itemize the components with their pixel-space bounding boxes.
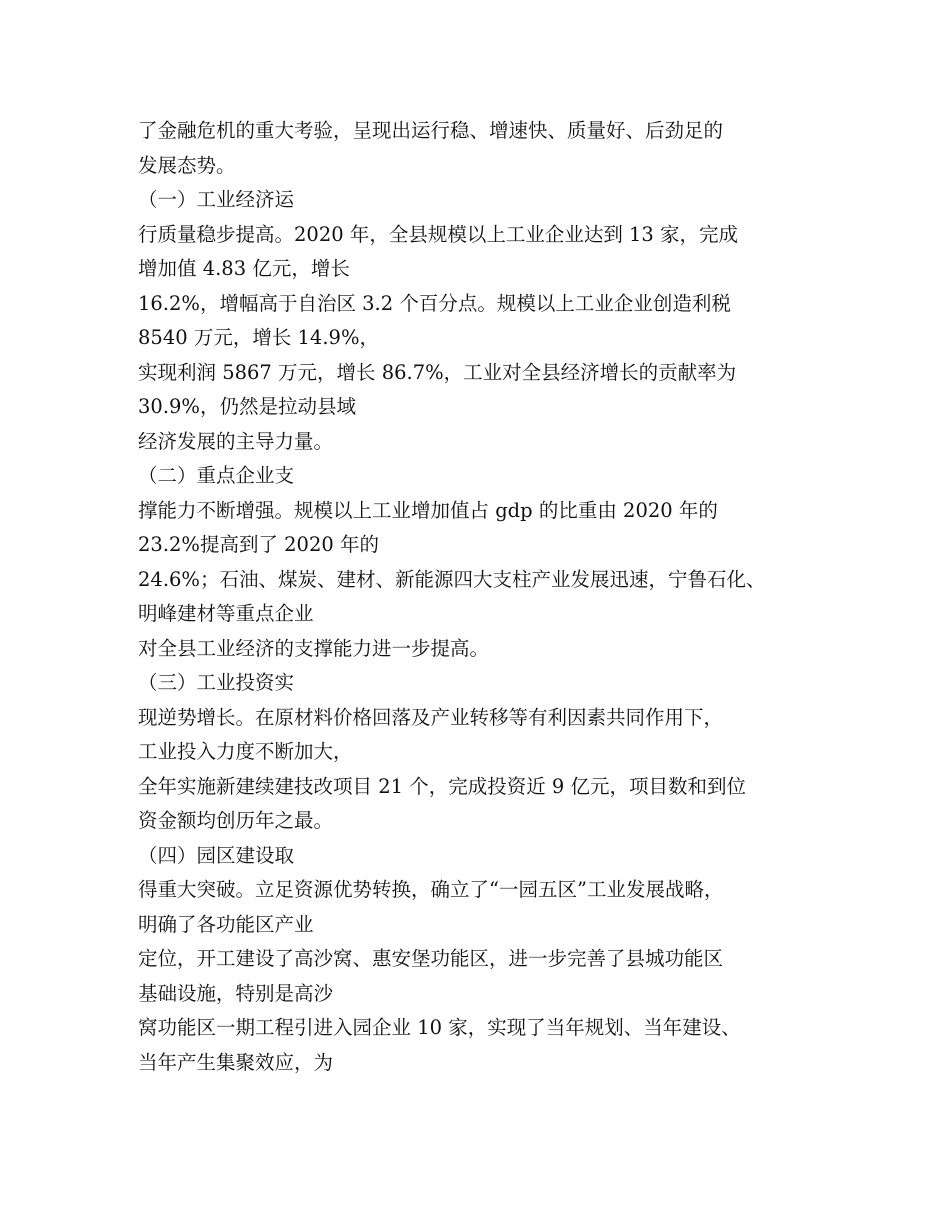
text-line: 23.2%提高到了 2020 年的 (138, 533, 379, 556)
text-line: 30.9%，仍然是拉动县域 (138, 395, 356, 418)
text-line: 24.6%；石油、煤炭、建材、新能源四大支柱产业发展迅速，宁鲁石化、 (138, 567, 766, 591)
section-heading-2: （二）重点企业支 (138, 464, 295, 487)
text-line: 撑能力不断增强。规模以上工业增加值占 gdp 的比重由 2020 年的 (138, 498, 718, 522)
text-line: 当年产生集聚效应，为 (138, 1050, 334, 1074)
text-line: 了金融危机的重大考验，呈现出运行稳、增速快、质量好、后劲足的 (138, 119, 724, 142)
section-heading-3: （三）工业投资实 (138, 671, 295, 694)
text-line: 增加值 4.83 亿元，增长 (138, 257, 350, 280)
body-text (138, 114, 838, 1080)
text-line: 发展态势。 (138, 153, 236, 177)
text-line: 得重大突破。立足资源优势转换，确立了“一园五区”工业发展战略， (138, 878, 724, 901)
text-line: 经济发展的主导力量。 (138, 429, 334, 453)
text-line: 基础设施，特别是高沙 (138, 981, 334, 1005)
text-line: 全年实施新建续建技改项目 21 个，完成投资近 9 亿元，项目数和到位 (138, 774, 747, 798)
text-line: 明峰建材等重点企业 (138, 602, 314, 625)
text-line: 实现利润 5867 万元，增长 86.7%，工业对全县经济增长的贡献率为 (138, 360, 737, 384)
section-heading-1: （一）工业经济运 (138, 188, 295, 211)
text-line: 明确了各功能区产业 (138, 912, 314, 936)
text-line: 资金额均创历年之最。 (138, 809, 334, 832)
text-line: 定位，开工建设了高沙窝、惠安堡功能区，进一步完善了县城功能区 (138, 947, 724, 970)
text-line: 现逆势增长。在原材料价格回落及产业转移等有利因素共同作用下， (138, 705, 724, 729)
text-line: 行质量稳步提高。2020 年，全县规模以上工业企业达到 13 家，完成 (138, 222, 739, 246)
text-line: 工业投入力度不断加大， (138, 740, 353, 763)
text-line: 对全县工业经济的支撑能力进一步提高。 (138, 636, 490, 660)
section-heading-4: （四）园区建设取 (138, 843, 295, 867)
text-line: 8540 万元，增长 14.9%， (138, 326, 379, 349)
text-line: 窝功能区一期工程引进入园企业 10 家，实现了当年规划、当年建设、 (138, 1016, 741, 1039)
text-line: 16.2%，增幅高于自治区 3.2 个百分点。规模以上工业企业创造利税 (138, 291, 731, 315)
